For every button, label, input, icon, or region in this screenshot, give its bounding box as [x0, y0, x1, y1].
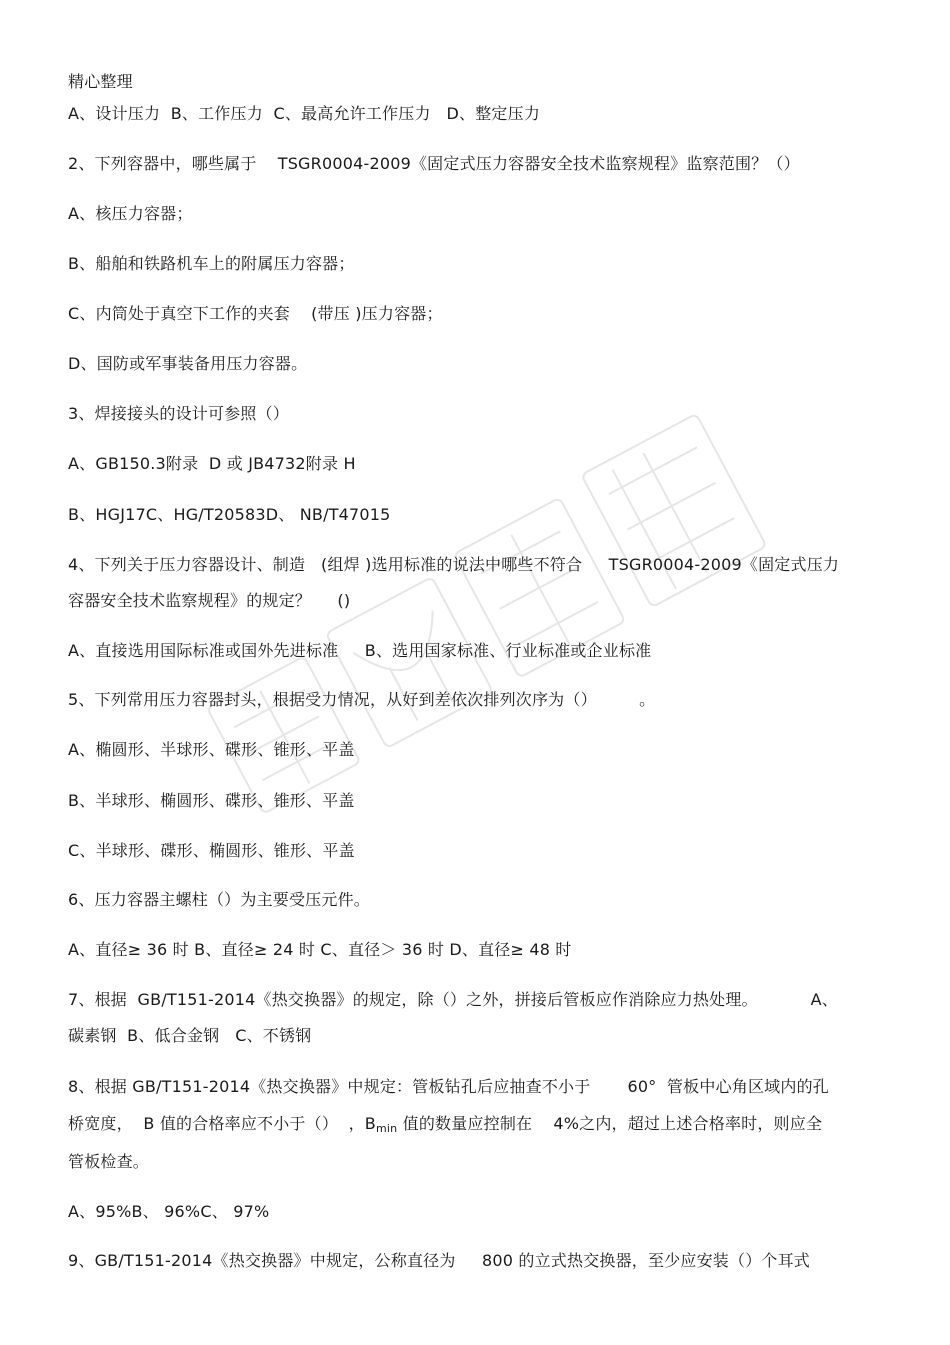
q8-options: A、95%B、 96%C、 97% [68, 1202, 270, 1221]
q3-option-a: A、GB150.3附录 D 或 JB4732附录 H [68, 454, 356, 473]
q2-option-a: A、核压力容器； [68, 204, 193, 223]
q8-line2-before: 桥宽度， B 值的合格率应不小于（） ，B [68, 1114, 376, 1133]
q5-option-c: C、半球形、碟形、椭圆形、锥形、平盖 [68, 841, 355, 860]
q7-question-line2: 碳素钢 B、低合金钢 C、不锈钢 [68, 1026, 312, 1045]
q8-question-line1: 8、根据 GB/T151-2014《热交换器》中规定：管板钻孔后应抽查不小于 60° 管板中心角区域内的孔 [68, 1077, 829, 1096]
q8-line2-after: 值的数量应控制在 4%之内，超过上述合格率时，则应全 [397, 1114, 823, 1133]
q5-option-b: B、半球形、椭圆形、碟形、锥形、平盖 [68, 791, 355, 810]
q9-question: 9、GB/T151-2014《热交换器》中规定，公称直径为 800 的立式热交换器，至少应安装（）个耳式 [68, 1251, 811, 1270]
q7-question-line1: 7、根据 GB/T151-2014《热交换器》的规定，除（）之外，拼接后管板应作消除应力热处理。 A、 [68, 990, 838, 1009]
q8-line2-subscript: min [375, 1122, 398, 1135]
q8-question-line3: 管板检查。 [68, 1152, 150, 1171]
q4-question-line2: 容器安全技术监察规程》的规定？ () [68, 591, 351, 610]
q3-option-b: B、HGJ17C、HG/T20583D、 NB/T47015 [68, 505, 391, 524]
q4-options: A、直接选用国际标准或国外先进标准 B、选用国家标准、行业标准或企业标准 [68, 641, 652, 660]
q2-option-b: B、船舶和铁路机车上的附属压力容器； [68, 254, 355, 273]
q2-question: 2、下列容器中，哪些属于 TSGR0004-2009《固定式压力容器安全技术监察规程》监察范围？（） [68, 154, 800, 173]
q1-options: A、设计压力 B、工作压力 C、最高允许工作压力 D、整定压力 [68, 104, 541, 123]
q4-question-line1: 4、下列关于压力容器设计、制造 (组焊 )选用标准的说法中哪些不符合 TSGR0004-2009《固定式压力 [68, 555, 840, 574]
q8-question-line2 [68, 1114, 890, 1139]
q5-question: 5、下列常用压力容器封头，根据受力情况，从好到差依次排列次序为（） 。 [68, 690, 656, 709]
q3-question: 3、焊接接头的设计可参照（） [68, 404, 289, 423]
q2-option-d: D、国防或军事装备用压力容器。 [68, 354, 308, 373]
q6-question: 6、压力容器主螺柱（）为主要受压元件。 [68, 890, 370, 909]
q5-option-a: A、椭圆形、半球形、碟形、锥形、平盖 [68, 740, 355, 759]
header-title: 精心整理 [68, 72, 133, 91]
q6-options: A、直径≥ 36 时 B、直径≥ 24 时 C、直径＞ 36 时 D、直径≥ 48 时 [68, 940, 572, 959]
q2-option-c: C、内筒处于真空下工作的夹套 (带压 )压力容器； [68, 304, 443, 323]
